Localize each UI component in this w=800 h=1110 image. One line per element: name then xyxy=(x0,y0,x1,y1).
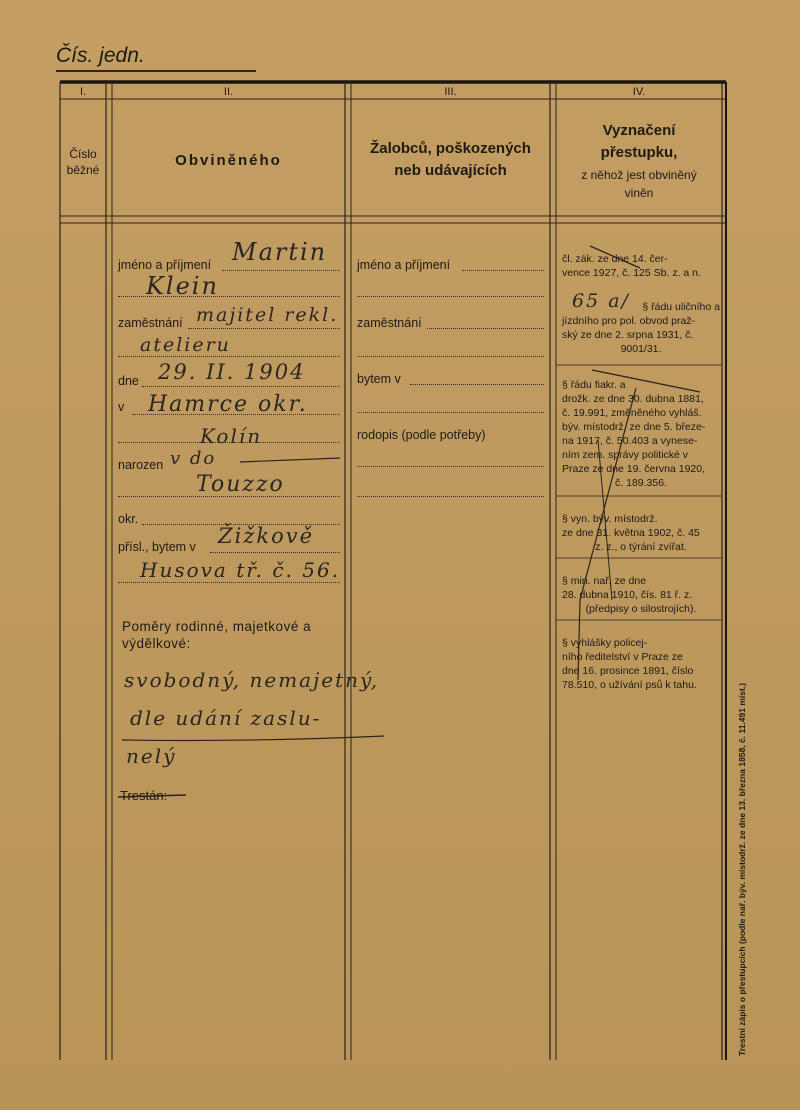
accused-conditions-3: nelý xyxy=(126,744,177,768)
accused-residence-line xyxy=(210,552,340,553)
column-numeral-2: II. xyxy=(223,86,234,98)
complainant-address-line-2 xyxy=(357,412,544,413)
offense-section-4-line: ze dne 31. května 1902, č. 45 xyxy=(562,527,700,539)
offense-section-2-line: 9001/31. xyxy=(620,343,662,355)
offense-section-1-line: čl. zák. ze dne 14. čer- xyxy=(562,253,668,265)
offense-section-4-line: z. z., o týrání zvířat. xyxy=(595,541,687,553)
offense-section-5 xyxy=(562,574,720,616)
offense-section-3-line: na 1917, č. 50.403 a vynese- xyxy=(562,435,698,447)
offense-section-6-line: 78.510, o užívání psů k tahu. xyxy=(562,679,697,691)
accused-surname: Klein xyxy=(146,272,219,300)
accused-name-label: jméno a příjmení xyxy=(118,258,212,272)
offense-section-5-line: § min. nař. ze dne xyxy=(562,575,647,587)
offense-section-1-line: vence 1927, č. 125 Sb. z. a n. xyxy=(562,267,701,279)
accused-date-line xyxy=(142,386,340,387)
accused-residence-label: přísl., bytem v xyxy=(118,540,196,554)
offense-section-1 xyxy=(562,252,720,280)
offense-section-2-line: ský ze dne 2. srpna 1931, č. xyxy=(562,329,694,341)
accused-born-cont: Touzzo xyxy=(196,472,285,497)
complainant-name-line xyxy=(462,270,544,271)
header-offense-line3: z něhož jest obviněný xyxy=(581,168,697,182)
offense-section-5-line: 28. dubna 1910, čís. 81 ř. z. xyxy=(562,589,693,601)
accused-birth-district: Kolín xyxy=(200,424,263,448)
accused-occupation-line xyxy=(188,328,340,329)
offense-section-6-line: dne 16. prosince 1891, číslo xyxy=(562,665,694,677)
accused-conditions-label: Poměry rodinné, majetkové a výdělkové: xyxy=(122,619,312,651)
complainant-name-label: jméno a příjmení xyxy=(357,258,451,272)
accused-residence-line-2 xyxy=(118,582,340,583)
accused-occupation-label: zaměstnání xyxy=(118,316,183,330)
header-accused: Obviněného xyxy=(175,152,282,169)
offense-section-3-line: drožk. ze dne 30. dubna 1881, xyxy=(562,393,704,405)
accused-born-label: narozen xyxy=(118,458,164,472)
offense-section-3-line: č. 19.991, změněného vyhláš. xyxy=(562,407,702,419)
column-numeral-1: I. xyxy=(79,86,87,98)
offense-section-5-line: (předpisy o silostrojích). xyxy=(585,603,697,615)
accused-punished-label: Trestán: xyxy=(120,788,168,803)
complainant-occupation-line-2 xyxy=(357,356,544,357)
offense-section-6-line: § vyhlášky policej- xyxy=(562,637,648,649)
accused-date-label: dne xyxy=(118,374,139,388)
accused-name-line xyxy=(222,270,340,271)
offense-section-3-line: č. 189.356. xyxy=(615,477,667,489)
offense-section-3-line: Praze ze dne 19. června 1920, xyxy=(562,463,706,475)
header-serial-number: Číslo běžné xyxy=(66,147,100,177)
complainant-address-line xyxy=(410,384,544,385)
offense-section-3-line: ním zem. správy politické v xyxy=(562,449,689,461)
accused-birth-place: Hamrce okr. xyxy=(148,392,308,417)
accused-residence-city: Žižkově xyxy=(218,524,315,548)
accused-occupation-cont: atelieru xyxy=(140,334,231,356)
offense-section-2-line: § řádu uličního a xyxy=(642,301,720,313)
accused-occupation-line-2 xyxy=(118,356,340,357)
accused-born-value: v do xyxy=(170,448,217,469)
offense-section-2-handwritten: 65 a/ xyxy=(572,290,630,312)
accused-occupation: majitel rekl. xyxy=(196,304,339,326)
column-numeral-4: IV. xyxy=(632,86,646,98)
complainant-description-label: rodopis (podle potřeby) xyxy=(357,428,486,442)
header-offense-line2: přestupku, xyxy=(600,144,678,161)
offense-section-6-line: ního ředitelství v Praze ze xyxy=(562,651,683,663)
accused-place-label: v xyxy=(118,400,125,414)
offense-section-2 xyxy=(562,300,720,356)
header-offense-line1: Vyznačení xyxy=(602,122,676,139)
complainant-occupation-label: zaměstnání xyxy=(357,316,422,330)
complainant-name-line-2 xyxy=(357,296,544,297)
accused-residence-street: Husova tř. č. 56. xyxy=(140,558,341,582)
column-numeral-3: III. xyxy=(444,86,457,98)
reference-number-label: Čís. jedn. xyxy=(56,44,145,67)
accused-birth-date: 29. II. 1904 xyxy=(158,360,306,384)
complainant-occupation-line xyxy=(427,328,544,329)
header-offense-line4: viněn xyxy=(624,186,654,200)
complainant-description-line xyxy=(357,466,544,467)
accused-conditions-1: svobodný, nemajetný, xyxy=(124,668,380,692)
accused-first-name: Martin xyxy=(232,238,328,266)
complainant-address-label: bytem v xyxy=(357,372,401,386)
accused-district-label: okr. xyxy=(118,512,139,526)
header-complainants-line2: neb udávajících xyxy=(394,162,507,179)
offense-section-3 xyxy=(562,378,720,490)
offense-section-6 xyxy=(562,636,720,692)
offense-section-3-line: býv. místodrž. ze dne 5. březe- xyxy=(562,421,706,433)
accused-conditions-2: dle udání zaslu- xyxy=(130,706,322,730)
offense-section-4 xyxy=(562,512,720,554)
offense-section-3-line: § řádu fiakr. a xyxy=(562,379,626,391)
offense-section-2-line: jízdního pro pol. obvod praž- xyxy=(562,315,696,327)
side-note: Trestní zápis o přestupcích (podle nař. býv. místodrž. ze dne 13. března 1858, č. 11.491 míst.) xyxy=(737,682,747,1056)
header-complainants-line1: Žalobců, poškozených xyxy=(370,140,531,157)
offense-section-4-line: § vyn. býv. místodrž. xyxy=(562,513,658,525)
complainant-description-line-2 xyxy=(357,496,544,497)
